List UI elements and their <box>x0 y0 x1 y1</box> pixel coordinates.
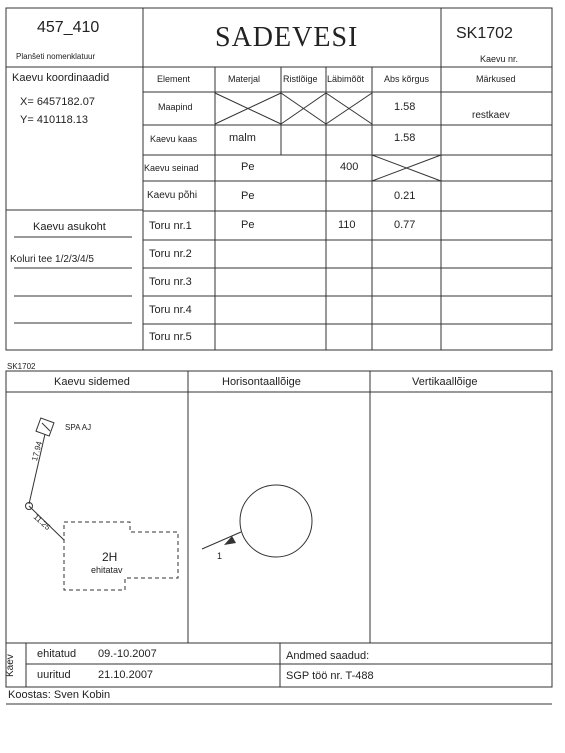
section-well-id: SK1702 <box>7 362 36 371</box>
footer-side-label: Kaev <box>5 654 16 677</box>
col-heading-horizontal: Horisontaallõige <box>222 376 301 388</box>
spa-marker-icon <box>36 418 54 436</box>
col-header-material: Materjal <box>228 74 261 84</box>
row-abs: 1.58 <box>394 132 416 144</box>
data-source-label: Andmed saadud: <box>286 650 370 662</box>
building-outline <box>64 522 178 590</box>
built-label: ehitatud <box>37 648 77 660</box>
location-address: Koluri tee 1/2/3/4/5 <box>10 254 94 265</box>
row-material: Pe <box>241 190 255 202</box>
row-material: Pe <box>241 219 255 231</box>
pipe-number: 1 <box>217 551 223 561</box>
sheet-number: 457_410 <box>37 19 100 36</box>
col-header-notes: Märkused <box>476 74 516 84</box>
row-abs: 1.58 <box>394 101 416 113</box>
coordinate-x: X= 6457182.07 <box>20 96 95 108</box>
well-section-circle <box>240 485 312 557</box>
built-value: 09.-10.2007 <box>98 648 157 660</box>
col-header-element: Element <box>157 74 191 84</box>
sheet-number-caption: Planšeti nomenklatuur <box>16 52 96 61</box>
row-element: Toru nr.4 <box>149 304 192 316</box>
col-header-abs-height: Abs kõrgus <box>384 74 430 84</box>
well-id: SK1702 <box>456 25 513 42</box>
building-code: 2H <box>102 550 118 564</box>
connection-sketch <box>26 418 313 590</box>
pipe-arrow-icon <box>224 536 236 545</box>
col-header-diameter: Läbimõõt <box>327 74 365 84</box>
row-notes: restkaev <box>472 110 510 121</box>
row-abs: 0.77 <box>394 219 416 231</box>
row-element: Toru nr.3 <box>149 276 192 288</box>
row-element: Kaevu kaas <box>150 134 198 144</box>
row-element: Maapind <box>158 102 193 112</box>
row-abs: 0.21 <box>394 190 416 202</box>
building-label: ehitatav <box>91 565 123 575</box>
pipe-line <box>202 532 241 549</box>
compiler: Koostas: Sven Kobin <box>8 689 111 701</box>
coordinate-y: Y= 410118.13 <box>20 114 88 126</box>
surveyed-value: 21.10.2007 <box>98 669 154 681</box>
distance-upper: 17.94 <box>30 440 44 463</box>
surveyed-label: uuritud <box>37 669 71 681</box>
col-heading-connections: Kaevu sidemed <box>54 376 130 388</box>
location-heading: Kaevu asukoht <box>33 221 106 233</box>
row-element: Toru nr.1 <box>149 220 192 232</box>
well-id-caption: Kaevu nr. <box>480 54 519 64</box>
row-element: Kaevu põhi <box>147 190 198 201</box>
col-header-section: Ristlõige <box>283 74 318 84</box>
row-element: Toru nr.2 <box>149 248 192 260</box>
row-element: Kaevu seinad <box>144 163 199 173</box>
col-heading-vertical: Vertikaallõige <box>412 376 478 388</box>
row-material: Pe <box>241 161 255 173</box>
coordinates-heading: Kaevu koordinaadid <box>12 72 110 84</box>
row-material: malm <box>229 132 256 144</box>
row-diameter: 400 <box>340 161 359 173</box>
row-element: Toru nr.5 <box>149 331 192 343</box>
distance-lower: 11.25 <box>31 512 53 532</box>
data-source-value: SGP töö nr. T-488 <box>286 670 374 682</box>
row-diameter: 110 <box>338 219 356 231</box>
spa-label: SPA AJ <box>65 423 92 432</box>
page-title: SADEVESI <box>215 22 359 53</box>
